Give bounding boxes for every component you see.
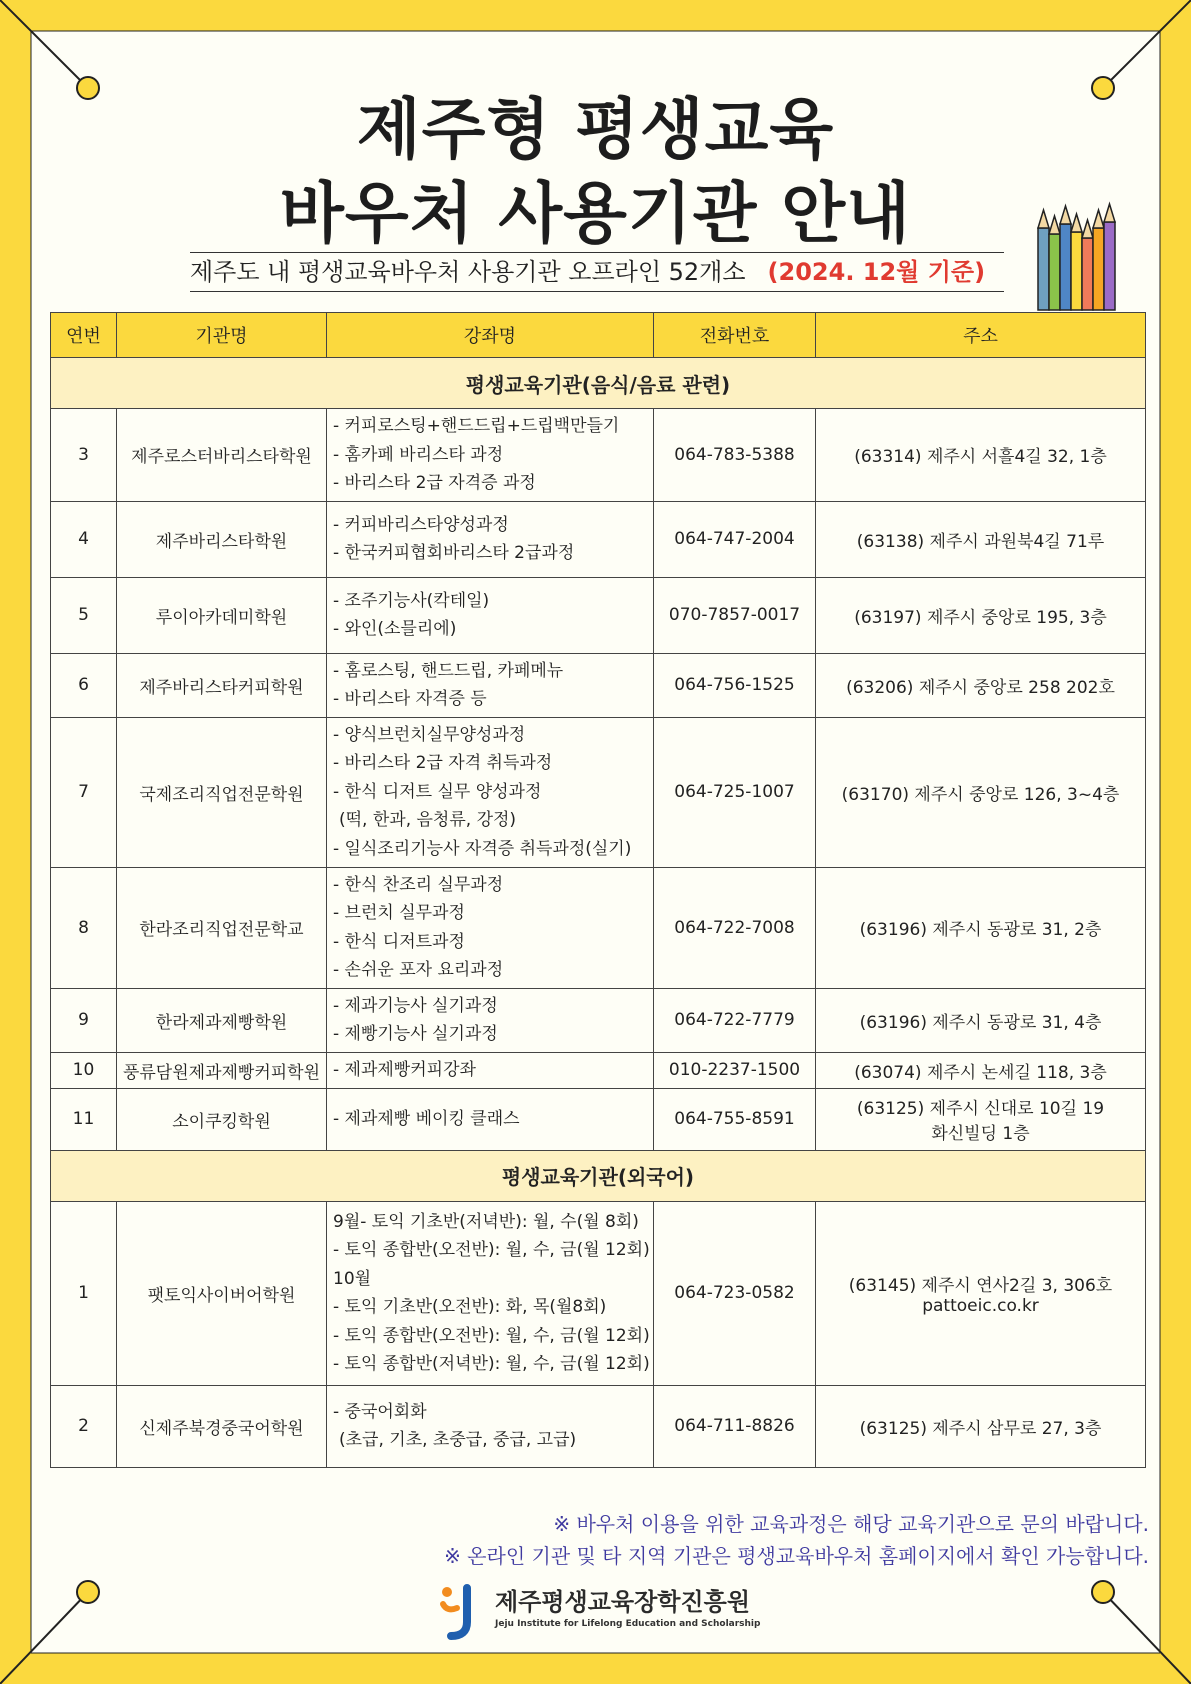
- course-item: - 브런치 실무과정: [333, 903, 465, 923]
- table-row: [51, 1385, 1146, 1467]
- course-item: - 손쉬운 포자 요리과정: [333, 960, 504, 980]
- address-line: pattoeic.co.kr: [922, 1295, 1039, 1316]
- row-number: 2: [51, 1385, 117, 1467]
- note-line: ※ 바우처 이용을 위한 교육과정은 해당 교육기관으로 문의 바랍니다.: [553, 1512, 1149, 1536]
- institution-name: 국제조리직업전문학원: [117, 717, 327, 867]
- note-line: ※ 온라인 기관 및 타 지역 기관은 평생교육바우처 홈페이지에서 확인 가능합니다.: [444, 1544, 1149, 1568]
- course-item: (떡, 한과, 음청류, 강정): [339, 810, 517, 831]
- course-item: - 제과기능사 실기과정: [333, 995, 498, 1016]
- course-item: - 홈카페 바리스타 과정: [333, 444, 504, 465]
- table-row: [51, 988, 1146, 1052]
- address-line: (63125) 제주시 신대로 10길 19: [856, 1099, 1105, 1119]
- course-item: - 토익 기초반(오전반): 화, 목(월8회): [333, 1297, 607, 1317]
- row-number: 5: [51, 577, 117, 653]
- course-item: - 제빵기능사 실기과정: [333, 1024, 498, 1044]
- table-row: [51, 409, 1146, 502]
- course-item: 9월- 토익 기초반(저녁반): 월, 수(월 8회): [333, 1211, 639, 1232]
- course-list: [327, 577, 654, 653]
- address: [816, 1385, 1146, 1467]
- section-title: 평생교육기관(외국어): [51, 1150, 1146, 1201]
- course-item: - 중국어회화: [333, 1401, 427, 1422]
- course-item: - 한국커피협회바리스타 2급과정: [333, 543, 575, 563]
- subtitle: [190, 252, 1004, 292]
- org-logo-text: [495, 1582, 760, 1629]
- phone-number: 064-722-7008: [654, 867, 816, 988]
- page-title-line2: 바우처 사용기관 안내: [280, 175, 911, 252]
- address: [816, 867, 1146, 988]
- row-number: 3: [51, 409, 117, 502]
- row-number: 6: [51, 653, 117, 717]
- address-line: (63170) 제주시 중앙로 126, 3~4층: [841, 784, 1120, 805]
- table-row: [51, 867, 1146, 988]
- table-row: [51, 653, 1146, 717]
- address-line: (63314) 제주시 서흘4길 32, 1층: [854, 447, 1107, 468]
- course-item: - 커피로스팅+핸드드립+드립백만들기: [333, 416, 620, 436]
- institution-name: 소이쿠킹학원: [117, 1088, 327, 1150]
- course-item: - 바리스타 2급 자격 취득과정: [333, 753, 553, 774]
- row-number: 8: [51, 867, 117, 988]
- course-item: - 한식 디저트 실무 양성과정: [333, 781, 542, 802]
- course-list: [327, 1201, 654, 1385]
- address: [816, 1201, 1146, 1385]
- address-line: (63074) 제주시 논세길 118, 3층: [854, 1062, 1107, 1083]
- address-line: (63196) 제주시 동광로 31, 4층: [859, 1012, 1102, 1033]
- address: [816, 988, 1146, 1052]
- institution-name: 풍류담원제과제빵커피학원: [117, 1052, 327, 1088]
- table-row: [51, 717, 1146, 867]
- course-item: - 와인(소믈리에): [333, 619, 457, 639]
- course-item: - 토익 종합반(오전반): 월, 수, 금(월 12회): [333, 1325, 650, 1346]
- course-list: [327, 1385, 654, 1467]
- course-list: [327, 653, 654, 717]
- org-logo-icon: [437, 1582, 487, 1642]
- phone-number: 064-755-8591: [654, 1088, 816, 1150]
- address: [816, 1088, 1146, 1150]
- course-item: - 일식조리기능사 자격증 취득과정(실기): [333, 838, 632, 859]
- institution-name: 제주바리스타학원: [117, 501, 327, 577]
- address-line: (63125) 제주시 삼무로 27, 3층: [859, 1418, 1102, 1439]
- course-item: - 양식브런치실무양성과정: [333, 724, 526, 745]
- institution-name: 한라제과제빵학원: [117, 988, 327, 1052]
- address: [816, 1052, 1146, 1088]
- course-list: [327, 867, 654, 988]
- row-number: 11: [51, 1088, 117, 1150]
- course-item: - 한식 찬조리 실무과정: [333, 874, 504, 895]
- section-header-row: [51, 358, 1146, 409]
- course-item: - 제과제빵커피강좌: [333, 1059, 476, 1080]
- row-number: 10: [51, 1052, 117, 1088]
- subtitle-text: 제주도 내 평생교육바우처 사용기관 오프라인 52개소: [190, 258, 746, 286]
- address-line: (63206) 제주시 중앙로 258 202호: [846, 677, 1115, 698]
- phone-number: 064-725-1007: [654, 717, 816, 867]
- address: [816, 577, 1146, 653]
- address-line: (63196) 제주시 동광로 31, 2층: [859, 920, 1102, 940]
- col-header-phone: 전화번호: [654, 313, 816, 358]
- phone-number: 064-783-5388: [654, 409, 816, 502]
- table-header-row: [51, 313, 1146, 358]
- org-name: 제주평생교육장학진흥원: [495, 1588, 751, 1616]
- col-header-name: 기관명: [117, 313, 327, 358]
- institution-name: 한라조리직업전문학교: [117, 867, 327, 988]
- course-item: - 홈로스팅, 핸드드립, 카페메뉴: [333, 660, 564, 681]
- course-list: [327, 1052, 654, 1088]
- pin-icon: [1092, 1581, 1114, 1603]
- institution-name: 루이아카데미학원: [117, 577, 327, 653]
- address-line: (63145) 제주시 연사2길 3, 306호: [848, 1275, 1113, 1296]
- course-list: [327, 1088, 654, 1150]
- course-item: - 커피바리스타양성과정: [333, 514, 509, 535]
- table-row: [51, 501, 1146, 577]
- table-row: [51, 577, 1146, 653]
- notes: [444, 1508, 1149, 1572]
- org-name-en: Jeju Institute for Lifelong Education and Scholarship: [495, 1619, 761, 1629]
- course-item: - 한식 디저트과정: [333, 931, 465, 952]
- address-line: (63197) 제주시 중앙로 195, 3층: [854, 607, 1107, 628]
- page-title-line1: 제주형 평생교육: [356, 91, 835, 168]
- institution-name: 제주로스터바리스타학원: [117, 409, 327, 502]
- table-row: [51, 1088, 1146, 1150]
- address: [816, 717, 1146, 867]
- course-list: [327, 717, 654, 867]
- course-list: [327, 501, 654, 577]
- phone-number: 010-2237-1500: [654, 1052, 816, 1088]
- address: [816, 409, 1146, 502]
- course-item: - 바리스타 2급 자격증 과정: [333, 473, 536, 493]
- phone-number: 064-756-1525: [654, 653, 816, 717]
- phone-number: 064-747-2004: [654, 501, 816, 577]
- table-row: [51, 1052, 1146, 1088]
- row-number: 1: [51, 1201, 117, 1385]
- course-item: - 토익 종합반(저녁반): 월, 수, 금(월 12회): [333, 1354, 650, 1374]
- phone-number: 064-723-0582: [654, 1201, 816, 1385]
- phone-number: 064-711-8826: [654, 1385, 816, 1467]
- course-item: - 조주기능사(칵테일): [333, 590, 490, 611]
- phone-number: 064-722-7779: [654, 988, 816, 1052]
- phone-number: 070-7857-0017: [654, 577, 816, 653]
- table-row: [51, 1201, 1146, 1385]
- pin-icon: [77, 1581, 99, 1603]
- course-item: - 토익 종합반(오전반): 월, 수, 금(월 12회): [333, 1240, 650, 1260]
- section-header-row: [51, 1150, 1146, 1201]
- row-number: 9: [51, 988, 117, 1052]
- row-number: 4: [51, 501, 117, 577]
- address: [816, 653, 1146, 717]
- institution-name: 신제주북경중국어학원: [117, 1385, 327, 1467]
- address-line: 화신빌딩 1층: [931, 1124, 1030, 1144]
- institution-name: 팻토익사이버어학원: [117, 1201, 327, 1385]
- course-item: (초급, 기초, 초중급, 중급, 고급): [339, 1430, 577, 1450]
- course-item: - 제과제빵 베이킹 클래스: [333, 1108, 520, 1129]
- col-header-address: 주소: [816, 313, 1146, 358]
- section-title: 평생교육기관(음식/음료 관련): [51, 358, 1146, 409]
- address-line: (63138) 제주시 과원북4길 71루: [856, 531, 1105, 552]
- row-number: 7: [51, 717, 117, 867]
- col-header-no: 연번: [51, 313, 117, 358]
- course-item: 10월: [333, 1268, 372, 1289]
- pencils-icon: [1034, 200, 1134, 312]
- course-list: [327, 409, 654, 502]
- course-item: - 바리스타 자격증 등: [333, 689, 487, 709]
- col-header-courses: 강좌명: [327, 313, 654, 358]
- address: [816, 501, 1146, 577]
- institution-name: 제주바리스타커피학원: [117, 653, 327, 717]
- date-note: (2024. 12월 기준): [767, 258, 986, 286]
- course-list: [327, 988, 654, 1052]
- institution-table: [50, 312, 1146, 1468]
